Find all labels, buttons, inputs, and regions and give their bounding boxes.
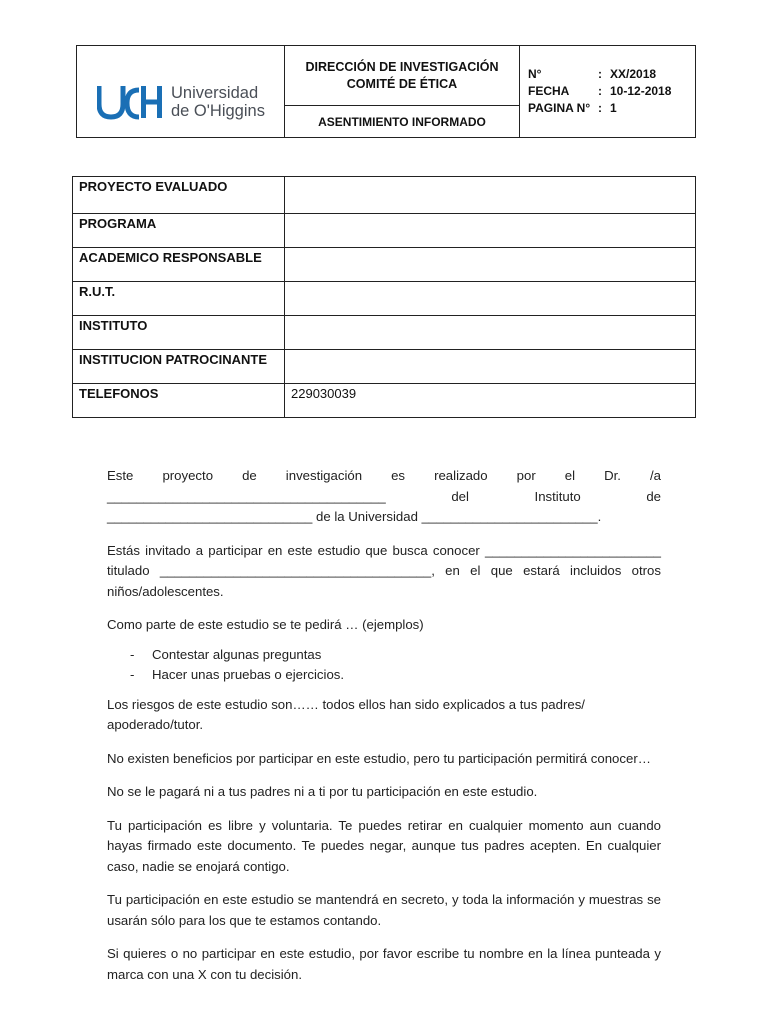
university-logo	[97, 84, 265, 120]
list-dash: -	[130, 646, 135, 662]
meta-key: PAGINA N°	[528, 101, 591, 115]
row-value	[285, 316, 696, 350]
meta-sep: :	[598, 67, 602, 81]
meta-row-date	[528, 83, 695, 100]
row-label: R.U.T.	[73, 282, 285, 316]
document-body	[107, 466, 661, 998]
row-label: PROYECTO EVALUADO	[73, 177, 285, 214]
paragraph-confidentiality: Tu participación en este estudio se mantendrá en secreto, y toda la información y muestras se usarán sólo para los que te estamos contando.	[107, 892, 661, 928]
row-label: ACADEMICO RESPONSABLE	[73, 248, 285, 282]
table-row	[73, 248, 696, 282]
table-row	[73, 177, 696, 214]
row-label: INSTITUCION PATROCINANTE	[73, 350, 285, 384]
project-info-table	[72, 176, 696, 418]
header-title-cell	[285, 46, 520, 137]
meta-sep: :	[598, 84, 602, 98]
paragraph-procedures: Como parte de este estudio se te pedirá … (ejemplos)	[107, 617, 424, 632]
list-item-text: Contestar algunas preguntas	[152, 646, 322, 662]
meta-key: FECHA	[528, 84, 570, 98]
paragraph-invitation: Estás invitado a participar en este estudio que busca conocer ________________________ titulado _____________________________________, en el que estará incluidos otros niños/adolescentes.	[107, 542, 661, 599]
paragraph-researcher: Este proyecto de investigación es realizado por el Dr. /a ______________________________________ del Instituto de ____________________________ de la Universidad ________________________.	[107, 468, 661, 524]
paragraph-risks: Los riesgos de este estudio son…… todos ellos han sido explicados a tus padres/ apoderado/tutor.	[107, 696, 585, 732]
row-value	[285, 214, 696, 248]
uoh-logo-icon	[97, 84, 165, 120]
list-item	[107, 645, 661, 665]
row-value: 229030039	[285, 384, 696, 418]
meta-row-page	[528, 100, 695, 117]
row-label: TELEFONOS	[73, 384, 285, 418]
header-title	[285, 46, 519, 106]
header-meta	[520, 46, 695, 137]
title-line-1: DIRECCIÓN DE INVESTIGACIÓN	[305, 59, 499, 74]
document-header	[76, 45, 696, 138]
meta-sep: :	[598, 101, 602, 115]
row-label: PROGRAMA	[73, 214, 285, 248]
logo-wordmark	[171, 84, 265, 120]
row-value	[285, 282, 696, 316]
paragraph-benefits: No existen beneficios por participar en este estudio, pero tu participación permitirá conocer…	[107, 750, 651, 766]
meta-key: N°	[528, 67, 542, 81]
row-value	[285, 177, 696, 214]
table-row	[73, 316, 696, 350]
document-subtitle: ASENTIMIENTO INFORMADO	[318, 114, 486, 129]
meta-value: 10-12-2018	[610, 84, 672, 98]
table-row	[73, 282, 696, 316]
paragraph-voluntary: Tu participación es libre y voluntaria. Te puedes retirar en cualquier momento aun cuando hayas firmado este documento. Te puedes negar, aunque tus padres acepten. En cualquier caso, nadie se enojará contigo.	[107, 817, 661, 874]
table-row	[73, 384, 696, 418]
logo-line-1: Universidad	[171, 84, 259, 102]
list-dash: -	[130, 666, 135, 682]
paragraph-payment: No se le pagará ni a tus padres ni a ti por tu participación en este estudio.	[107, 784, 538, 799]
procedures-list	[107, 645, 661, 685]
list-item-text: Hacer unas pruebas o ejercicios.	[152, 666, 345, 682]
meta-value: XX/2018	[610, 67, 657, 81]
list-item	[107, 665, 661, 685]
meta-value: 1	[610, 101, 617, 115]
logo-cell	[77, 46, 285, 137]
table-row	[73, 214, 696, 248]
paragraph-decision: Si quieres o no participar en este estudio, por favor escribe tu nombre en la línea punteada y marca con una X con tu decisión.	[107, 946, 661, 982]
logo-line-2: de O'Higgins	[171, 102, 265, 120]
row-label: INSTITUTO	[73, 316, 285, 350]
meta-row-number	[528, 66, 695, 83]
row-value	[285, 248, 696, 282]
row-value	[285, 350, 696, 384]
table-row	[73, 350, 696, 384]
title-line-2: COMITÉ DE ÉTICA	[346, 76, 458, 91]
